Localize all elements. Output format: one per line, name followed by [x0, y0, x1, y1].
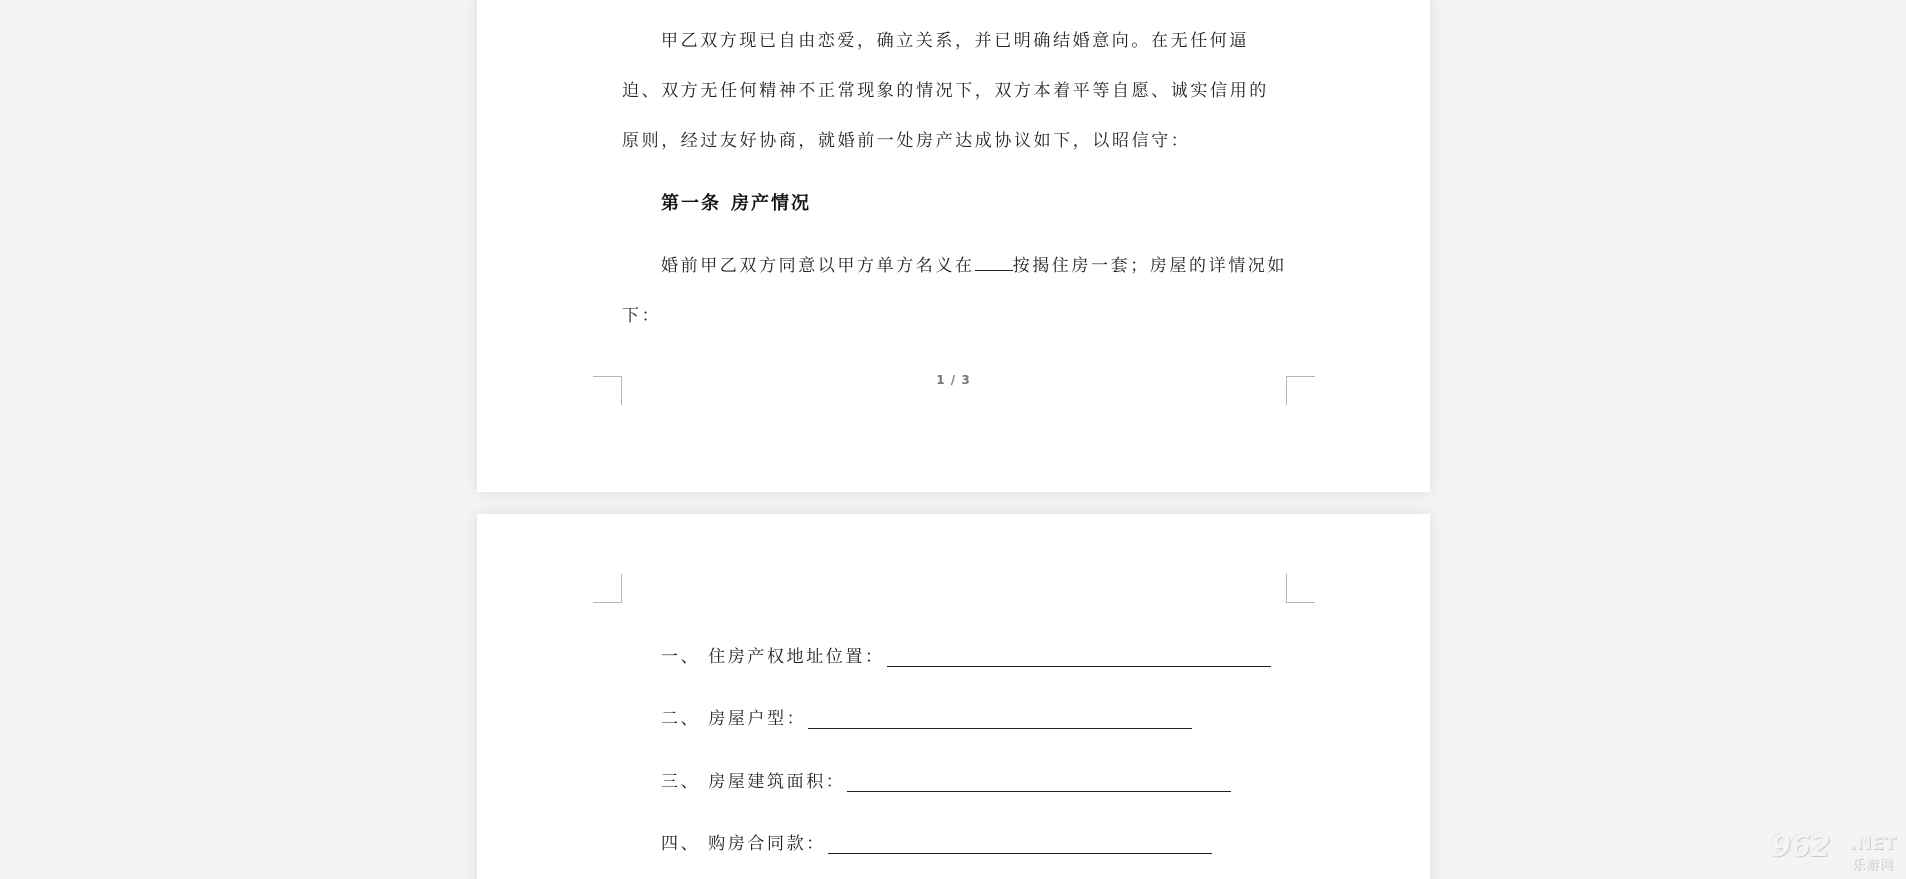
- list-item-area: [661, 767, 1231, 792]
- property-paragraph-after: 按揭住房一套；房屋的详情况如下：: [622, 256, 1288, 326]
- article-title: 房产情况: [731, 193, 811, 214]
- list-item-price: [661, 829, 1212, 854]
- fill-in-line: [887, 648, 1271, 667]
- site-watermark-logo: [1768, 831, 1898, 873]
- list-item-label: 四、 购房合同款：: [661, 834, 826, 854]
- list-item-label: 一、 住房产权地址位置：: [661, 647, 885, 667]
- watermark-main: 962: [1770, 829, 1830, 864]
- article-heading: [661, 189, 811, 215]
- fill-in-line: [828, 835, 1212, 854]
- article-number: 第一条: [661, 193, 721, 214]
- page-number: 1 / 3: [936, 373, 971, 387]
- fill-in-line: [847, 773, 1231, 792]
- location-blank-line: [975, 256, 1013, 271]
- watermark-suffix: .NET: [1849, 833, 1896, 854]
- fill-in-line: [808, 710, 1192, 729]
- property-paragraph-before: 婚前甲乙双方同意以甲方单方名义在: [661, 256, 975, 276]
- preamble-paragraph: 甲乙双方现已自由恋爱，确立关系，并已明确结婚意向。在无任何逼迫、双方无任何精神不正常现象的情况下，双方本着平等自愿、诚实信用的原则，经过友好协商，就婚前一处房产达成协议如下，以昭信守：: [622, 31, 1269, 151]
- list-item-address: [661, 642, 1271, 667]
- document-page-2: [477, 514, 1430, 879]
- list-item-layout: [661, 704, 1192, 729]
- list-item-label: 二、 房屋户型：: [661, 709, 807, 729]
- property-paragraph: [622, 241, 1287, 341]
- document-page-1: [477, 0, 1430, 492]
- watermark-sub: 乐游网: [1851, 858, 1894, 873]
- margin-corner-top-left: [593, 574, 622, 603]
- list-item-label: 三、 房屋建筑面积：: [661, 772, 846, 792]
- margin-corner-top-right: [1286, 574, 1315, 603]
